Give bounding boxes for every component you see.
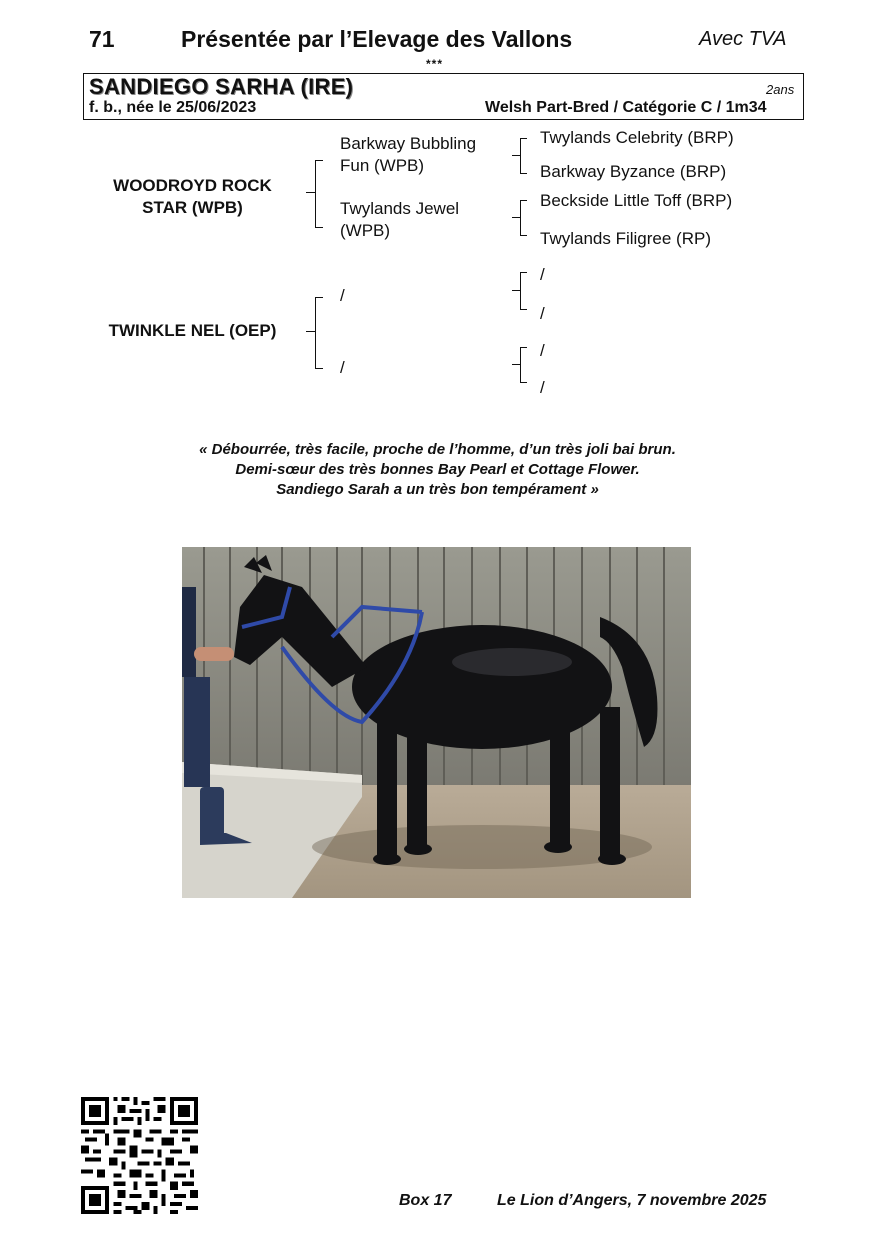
qr-code[interactable]: [81, 1097, 198, 1214]
bracket-sire-sire: [520, 138, 527, 174]
qr-code-icon: [81, 1097, 198, 1214]
comment-line-1: « Débourrée, très facile, proche de l’homme, d’un très joli bai brun.: [199, 441, 676, 458]
comment-line-3: Sandiego Sarah a un très bon tempérament »: [276, 481, 599, 498]
footer-box: Box 17: [399, 1192, 452, 1209]
pedigree-dam-sire-dam: /: [540, 304, 545, 323]
pedigree-sire-dam: Twylands Jewel (WPB): [340, 199, 460, 240]
presenter-title: Présentée par l’Elevage des Vallons: [181, 26, 573, 52]
bracket-dam: [315, 297, 323, 369]
bracket-sire-tip: [306, 192, 315, 193]
pedigree-dam-sire: /: [340, 286, 345, 305]
lot-number: 71: [89, 26, 115, 52]
pedigree-sire-sire-dam: Barkway Byzance (BRP): [540, 162, 727, 181]
pedigree-sire-sire-sire: Twylands Celebrity (BRP): [540, 128, 734, 147]
pedigree-dam-dam: /: [340, 358, 345, 377]
bracket-sire: [315, 160, 323, 228]
pedigree-dam: TWINKLE NEL (OEP): [108, 321, 277, 340]
stars-separator: ***: [426, 57, 444, 71]
pedigree-dam-dam-dam: /: [540, 378, 545, 397]
bracket-dam-sire-tip: [512, 290, 520, 291]
pedigree-sire-dam-dam: Twylands Filigree (RP): [540, 229, 711, 248]
footer-location-date: Le Lion d’Angers, 7 novembre 2025: [497, 1192, 767, 1209]
pedigree-dam-sire-sire: /: [540, 265, 545, 284]
bracket-sire-dam-tip: [512, 217, 520, 218]
bracket-dam-tip: [306, 331, 315, 332]
pedigree-sire: WOODROYD ROCK STAR (WPB): [113, 176, 272, 217]
bracket-sire-dam: [520, 200, 527, 236]
pedigree-sire-dam-sire: Beckside Little Toff (BRP): [540, 191, 733, 210]
horse-photo-illustration: [182, 547, 691, 898]
bracket-sire-sire-tip: [512, 155, 520, 156]
horse-birth: f. b., née le 25/06/2023: [89, 99, 257, 116]
comment-line-2: Demi-sœur des très bonnes Bay Pearl et Cottage Flower.: [235, 461, 640, 478]
bracket-dam-sire: [520, 272, 527, 310]
pedigree-dam-dam-sire: /: [540, 341, 545, 360]
horse-age: 2ans: [766, 82, 795, 97]
horse-name: SANDIEGO SARHA (IRE): [89, 74, 354, 99]
vat-label: Avec TVA: [699, 28, 787, 50]
horse-photo: [182, 547, 691, 898]
horse-breed: Welsh Part-Bred / Catégorie C / 1m34: [485, 99, 767, 116]
bracket-dam-dam-tip: [512, 364, 520, 365]
bracket-dam-dam: [520, 347, 527, 383]
pedigree-sire-sire: Barkway Bubbling Fun (WPB): [340, 134, 477, 175]
